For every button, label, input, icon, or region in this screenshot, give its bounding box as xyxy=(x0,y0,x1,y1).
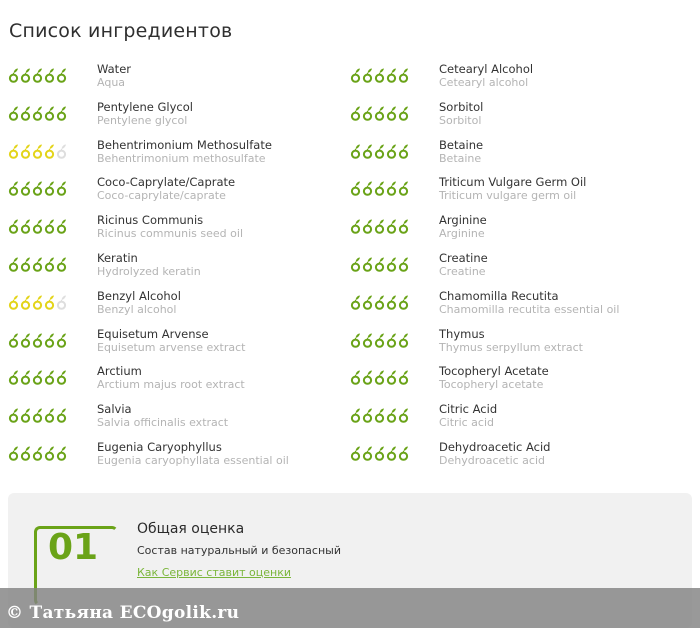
leaf-drop-icon xyxy=(44,294,55,310)
ingredient-row[interactable] xyxy=(350,441,690,479)
leaf-drop-icon xyxy=(56,407,67,423)
ingredient-row[interactable] xyxy=(350,403,690,441)
ingredient-rating xyxy=(8,407,67,423)
leaf-drop-icon xyxy=(44,445,55,461)
ingredient-names xyxy=(439,176,689,202)
leaf-drop-icon xyxy=(386,332,397,348)
leaf-drop-icon xyxy=(350,67,361,83)
leaf-drop-icon xyxy=(362,218,373,234)
leaf-drop-icon xyxy=(362,332,373,348)
leaf-drop-icon xyxy=(56,143,67,159)
watermark-text: © Татьяна ECOgolik.ru xyxy=(6,603,240,623)
leaf-drop-icon xyxy=(362,105,373,121)
leaf-drop-icon xyxy=(56,445,67,461)
ingredient-rating xyxy=(8,332,67,348)
ingredient-inci-name: Equisetum arvense extract xyxy=(97,340,246,354)
ingredient-name: Coco-Caprylate/Caprate xyxy=(97,175,236,190)
leaf-drop-icon xyxy=(350,407,361,423)
ingredient-row[interactable] xyxy=(8,441,348,479)
page-title: Список ингредиентов xyxy=(9,20,233,42)
leaf-drop-icon xyxy=(56,369,67,385)
leaf-drop-icon xyxy=(350,369,361,385)
ingredient-rating xyxy=(350,294,409,310)
leaf-drop-icon xyxy=(374,445,385,461)
leaf-drop-icon xyxy=(32,369,43,385)
ingredient-inci-name: Dehydroacetic acid xyxy=(439,453,546,467)
ingredient-rating xyxy=(8,445,67,461)
ingredients-column-right xyxy=(350,63,690,479)
ingredient-row[interactable] xyxy=(350,139,690,177)
leaf-drop-icon xyxy=(350,180,361,196)
ingredient-inci-name: Sorbitol xyxy=(439,113,482,127)
leaf-drop-icon xyxy=(8,294,19,310)
ingredient-rating xyxy=(350,180,409,196)
leaf-drop-icon xyxy=(56,256,67,272)
ingredient-row[interactable] xyxy=(350,365,690,403)
ingredient-names xyxy=(97,139,347,165)
leaf-drop-icon xyxy=(386,294,397,310)
leaf-drop-icon xyxy=(386,407,397,423)
ingredient-names xyxy=(439,441,689,467)
leaf-drop-icon xyxy=(374,294,385,310)
leaf-drop-icon xyxy=(386,105,397,121)
leaf-drop-icon xyxy=(398,180,409,196)
rating-method-link[interactable]: Как Сервис ставит оценки xyxy=(137,566,291,579)
ingredient-row[interactable] xyxy=(8,290,348,328)
ingredient-row[interactable] xyxy=(8,252,348,290)
ingredient-inci-name: Tocopheryl acetate xyxy=(439,378,544,392)
leaf-drop-icon xyxy=(386,180,397,196)
leaf-drop-icon xyxy=(8,332,19,348)
leaf-drop-icon xyxy=(398,332,409,348)
ingredient-rating xyxy=(350,445,409,461)
ingredient-inci-name: Aqua xyxy=(97,76,126,89)
leaf-drop-icon xyxy=(56,294,67,310)
leaf-drop-icon xyxy=(44,256,55,272)
ingredient-name: Water xyxy=(97,62,131,76)
leaf-drop-icon xyxy=(20,256,31,272)
ingredient-names xyxy=(97,403,347,429)
ingredient-rating xyxy=(350,407,409,423)
ingredient-names xyxy=(97,290,347,316)
ingredient-names xyxy=(439,328,689,354)
leaf-drop-icon xyxy=(20,294,31,310)
leaf-drop-icon xyxy=(374,369,385,385)
leaf-drop-icon xyxy=(398,105,409,121)
leaf-drop-icon xyxy=(8,256,19,272)
ingredient-name: Tocopheryl Acetate xyxy=(439,364,549,379)
ingredient-inci-name: Behentrimonium methosulfate xyxy=(97,151,266,165)
ingredient-names xyxy=(439,252,689,278)
ingredient-inci-name: Cetearyl alcohol xyxy=(439,76,529,89)
leaf-drop-icon xyxy=(32,407,43,423)
leaf-drop-icon xyxy=(20,180,31,196)
ingredient-name: Pentylene Glycol xyxy=(97,99,193,114)
ingredient-names xyxy=(97,63,347,89)
leaf-drop-icon xyxy=(386,143,397,159)
leaf-drop-icon xyxy=(350,218,361,234)
ingredient-inci-name: Ricinus communis seed oil xyxy=(97,227,243,241)
leaf-drop-icon xyxy=(20,407,31,423)
leaf-drop-icon xyxy=(20,369,31,385)
ingredient-row[interactable] xyxy=(8,214,348,252)
leaf-drop-icon xyxy=(374,218,385,234)
ingredient-inci-name: Triticum vulgare germ oil xyxy=(439,189,577,203)
leaf-drop-icon xyxy=(44,67,55,83)
ingredient-names xyxy=(439,403,689,429)
leaf-drop-icon xyxy=(32,180,43,196)
ingredient-inci-name: Creatine xyxy=(439,264,486,278)
ingredient-inci-name: Eugenia caryophyllata essential oil xyxy=(97,453,289,467)
ingredient-row[interactable] xyxy=(8,63,348,101)
leaf-drop-icon xyxy=(350,445,361,461)
leaf-drop-icon xyxy=(20,332,31,348)
leaf-drop-icon xyxy=(350,105,361,121)
ingredient-row[interactable] xyxy=(350,176,690,214)
leaf-drop-icon xyxy=(32,67,43,83)
leaf-drop-icon xyxy=(398,143,409,159)
leaf-drop-icon xyxy=(374,105,385,121)
ingredient-rating xyxy=(8,143,67,159)
leaf-drop-icon xyxy=(56,180,67,196)
ingredient-names xyxy=(439,63,689,89)
leaf-drop-icon xyxy=(374,143,385,159)
score-value: 01 xyxy=(48,527,99,568)
ingredient-rating xyxy=(8,180,67,196)
leaf-drop-icon xyxy=(56,332,67,348)
ingredient-row[interactable] xyxy=(8,176,348,214)
ingredient-inci-name: Coco-caprylate/caprate xyxy=(97,189,226,203)
leaf-drop-icon xyxy=(8,180,19,196)
ingredient-name: Benzyl Alcohol xyxy=(97,288,181,303)
leaf-drop-icon xyxy=(374,256,385,272)
ingredients-column-left xyxy=(8,63,348,479)
ingredient-rating xyxy=(8,67,67,83)
ingredient-inci-name: Citric acid xyxy=(439,416,494,430)
summary-title: Общая оценка xyxy=(137,521,245,537)
leaf-drop-icon xyxy=(398,445,409,461)
leaf-drop-icon xyxy=(56,218,67,234)
leaf-drop-icon xyxy=(350,294,361,310)
ingredient-name: Triticum Vulgare Germ Oil xyxy=(439,175,587,190)
leaf-drop-icon xyxy=(44,369,55,385)
ingredient-rating xyxy=(8,218,67,234)
ingredient-rating xyxy=(350,369,409,385)
ingredient-name: Cetearyl Alcohol xyxy=(439,62,534,76)
ingredient-row[interactable] xyxy=(8,328,348,366)
ingredient-row[interactable] xyxy=(350,290,690,328)
ingredient-names xyxy=(97,328,347,354)
leaf-drop-icon xyxy=(8,445,19,461)
leaf-drop-icon xyxy=(398,67,409,83)
leaf-drop-icon xyxy=(362,256,373,272)
ingredient-names xyxy=(97,252,347,278)
leaf-drop-icon xyxy=(398,407,409,423)
ingredient-row[interactable] xyxy=(350,101,690,139)
leaf-drop-icon xyxy=(32,332,43,348)
ingredient-names xyxy=(439,365,689,391)
ingredient-rating xyxy=(350,67,409,83)
leaf-drop-icon xyxy=(362,143,373,159)
ingredient-rating xyxy=(8,369,67,385)
ingredient-names xyxy=(97,101,347,127)
leaf-drop-icon xyxy=(20,218,31,234)
ingredient-name: Betaine xyxy=(439,137,484,152)
ingredient-rating xyxy=(350,218,409,234)
ingredient-rating xyxy=(350,332,409,348)
ingredient-name: Sorbitol xyxy=(439,99,484,114)
ingredient-inci-name: Betaine xyxy=(439,151,482,165)
ingredient-name: Creatine xyxy=(439,250,488,265)
ingredient-names xyxy=(439,214,689,240)
leaf-drop-icon xyxy=(398,294,409,310)
leaf-drop-icon xyxy=(32,143,43,159)
ingredient-names xyxy=(439,290,689,316)
leaf-drop-icon xyxy=(398,256,409,272)
leaf-drop-icon xyxy=(374,67,385,83)
leaf-drop-icon xyxy=(8,143,19,159)
ingredient-name: Keratin xyxy=(97,250,138,265)
leaf-drop-icon xyxy=(374,180,385,196)
ingredient-names xyxy=(97,214,347,240)
ingredient-inci-name: Benzyl alcohol xyxy=(97,302,177,316)
ingredient-rating xyxy=(8,105,67,121)
summary-description: Состав натуральный и безопасный xyxy=(137,544,341,557)
leaf-drop-icon xyxy=(350,332,361,348)
leaf-drop-icon xyxy=(362,67,373,83)
ingredient-rating xyxy=(8,256,67,272)
leaf-drop-icon xyxy=(350,256,361,272)
ingredient-name: Arctium xyxy=(97,364,142,379)
ingredient-row[interactable] xyxy=(8,365,348,403)
ingredient-name: Thymus xyxy=(439,326,485,341)
leaf-drop-icon xyxy=(362,407,373,423)
leaf-drop-icon xyxy=(386,218,397,234)
leaf-drop-icon xyxy=(20,143,31,159)
ingredient-names xyxy=(439,139,689,165)
ingredient-rating xyxy=(350,105,409,121)
ingredient-row[interactable] xyxy=(350,252,690,290)
ingredient-name: Equisetum Arvense xyxy=(97,326,209,341)
ingredient-name: Dehydroacetic Acid xyxy=(439,439,551,454)
leaf-drop-icon xyxy=(44,332,55,348)
ingredient-name: Behentrimonium Methosulfate xyxy=(97,137,272,152)
ingredient-inci-name: Salvia officinalis extract xyxy=(97,416,229,430)
leaf-drop-icon xyxy=(20,445,31,461)
leaf-drop-icon xyxy=(374,407,385,423)
ingredient-row[interactable] xyxy=(8,139,348,177)
ingredient-row[interactable] xyxy=(350,214,690,252)
ingredient-names xyxy=(97,365,347,391)
leaf-drop-icon xyxy=(56,105,67,121)
ingredient-row[interactable] xyxy=(350,328,690,366)
ingredient-names xyxy=(97,441,347,467)
leaf-drop-icon xyxy=(386,445,397,461)
leaf-drop-icon xyxy=(362,369,373,385)
leaf-drop-icon xyxy=(32,105,43,121)
leaf-drop-icon xyxy=(20,105,31,121)
ingredient-inci-name: Thymus serpyllum extract xyxy=(439,340,583,354)
leaf-drop-icon xyxy=(32,218,43,234)
leaf-drop-icon xyxy=(8,369,19,385)
ingredient-name: Ricinus Communis xyxy=(97,213,204,228)
leaf-drop-icon xyxy=(8,407,19,423)
leaf-drop-icon xyxy=(32,256,43,272)
leaf-drop-icon xyxy=(398,218,409,234)
ingredient-row[interactable] xyxy=(8,101,348,139)
leaf-drop-icon xyxy=(32,445,43,461)
leaf-drop-icon xyxy=(374,332,385,348)
ingredient-names xyxy=(439,101,689,127)
leaf-drop-icon xyxy=(44,218,55,234)
ingredient-inci-name: Hydrolyzed keratin xyxy=(97,264,201,278)
ingredient-row[interactable] xyxy=(350,63,690,101)
leaf-drop-icon xyxy=(44,180,55,196)
ingredient-inci-name: Arginine xyxy=(439,227,485,241)
leaf-drop-icon xyxy=(8,105,19,121)
ingredient-names xyxy=(97,176,347,202)
leaf-drop-icon xyxy=(32,294,43,310)
leaf-drop-icon xyxy=(386,369,397,385)
ingredient-name: Salvia xyxy=(97,402,132,417)
leaf-drop-icon xyxy=(362,445,373,461)
leaf-drop-icon xyxy=(44,105,55,121)
leaf-drop-icon xyxy=(20,67,31,83)
leaf-drop-icon xyxy=(8,67,19,83)
ingredient-inci-name: Pentylene glycol xyxy=(97,113,188,127)
leaf-drop-icon xyxy=(44,143,55,159)
ingredient-rating xyxy=(350,256,409,272)
ingredient-rating xyxy=(8,294,67,310)
leaf-drop-icon xyxy=(350,143,361,159)
leaf-drop-icon xyxy=(56,67,67,83)
ingredient-row[interactable] xyxy=(8,403,348,441)
ingredient-inci-name: Arctium majus root extract xyxy=(97,378,245,392)
leaf-drop-icon xyxy=(44,407,55,423)
ingredient-rating xyxy=(350,143,409,159)
leaf-drop-icon xyxy=(8,218,19,234)
leaf-drop-icon xyxy=(362,180,373,196)
leaf-drop-icon xyxy=(362,294,373,310)
leaf-drop-icon xyxy=(386,256,397,272)
ingredient-name: Citric Acid xyxy=(439,402,498,417)
ingredient-inci-name: Chamomilla recutita essential oil xyxy=(439,302,620,316)
leaf-drop-icon xyxy=(398,369,409,385)
ingredient-name: Chamomilla Recutita xyxy=(439,288,559,303)
ingredient-name: Arginine xyxy=(439,213,487,228)
leaf-drop-icon xyxy=(386,67,397,83)
ingredient-name: Eugenia Caryophyllus xyxy=(97,439,222,454)
